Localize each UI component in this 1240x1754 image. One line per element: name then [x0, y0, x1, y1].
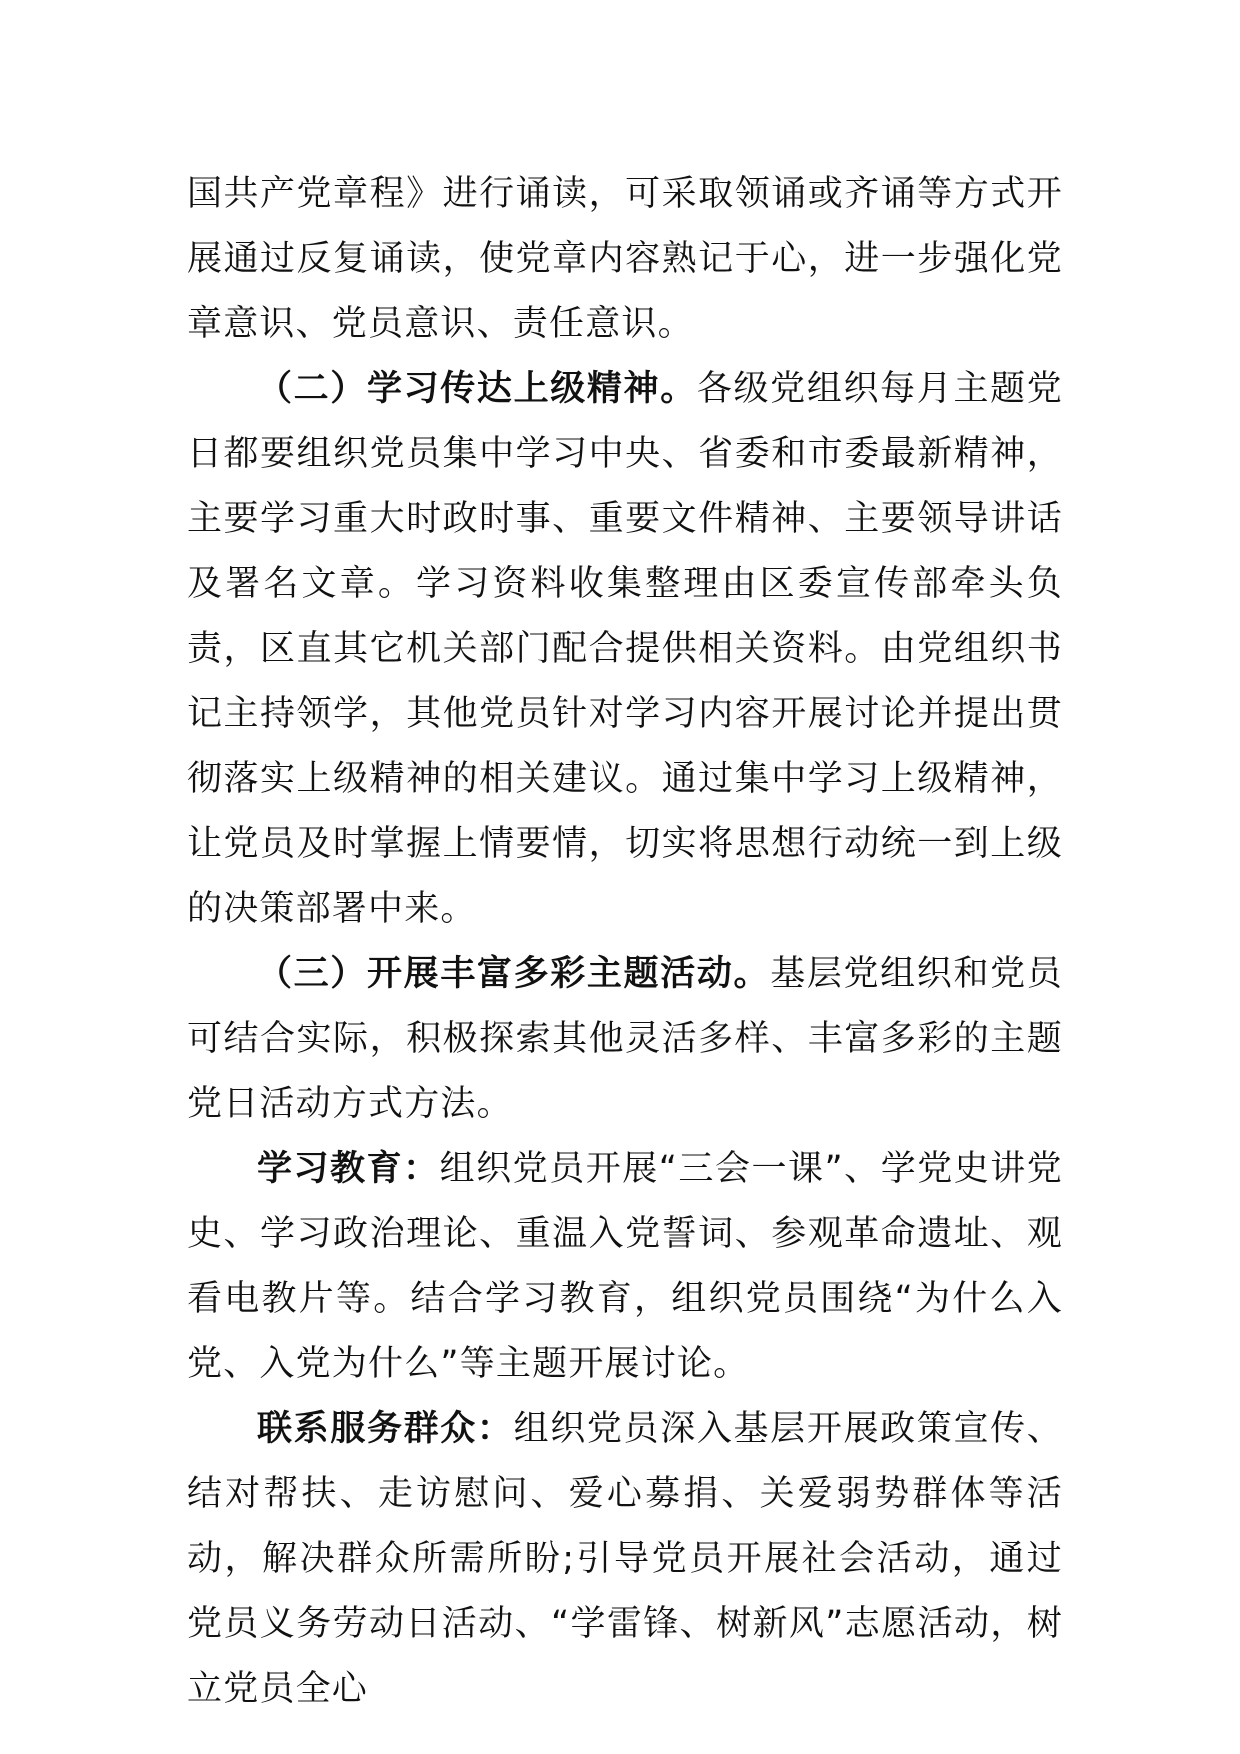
subsection-heading: 学习教育： — [257, 1149, 440, 1189]
paragraph-serve-masses — [187, 1397, 1063, 1722]
paragraph-section-3 — [187, 942, 1063, 1137]
paragraph-text: 各级党组织每月主题党日都要组织党员集中学习中央、省委和市委最新精神，主要学习重大时政时事、重要文件精神、主要领导讲话及署名文章。学习资料收集整理由区委宣传部牵头负责，区直其它机关部门配合提供相关资料。由党组织书记主持领学，其他党员针对学习内容开展讨论并提出贯彻落实上级精神的相关建议。通过集中学习上级精神，让党员及时掌握上情要情，切实将思想行动统一到上级的决策部署中来。 — [187, 369, 1063, 929]
document-body — [187, 162, 1063, 1722]
paragraph-text: 组织党员开展“三会一课”、学党史讲党史、学习政治理论、重温入党誓词、参观革命遗址、观看电教片等。结合学习教育，组织党员围绕“为什么入党、入党为什么”等主题开展讨论。 — [187, 1149, 1063, 1384]
paragraph-continued-party-charter — [187, 162, 1063, 357]
paragraph-study-education — [187, 1137, 1063, 1397]
paragraph-section-2 — [187, 357, 1063, 942]
section-heading: （三）开展丰富多彩主题活动。 — [257, 954, 771, 994]
subsection-heading: 联系服务群众： — [257, 1409, 514, 1449]
paragraph-text: 国共产党章程》进行诵读，可采取领诵或齐诵等方式开展通过反复诵读，使党章内容熟记于心，进一步强化党章意识、党员意识、责任意识。 — [187, 174, 1063, 344]
section-heading: （二）学习传达上级精神。 — [257, 369, 697, 409]
paragraph-text: 基层党组织和党员可结合实际，积极探索其他灵活多样、丰富多彩的主题党日活动方式方法。 — [187, 954, 1063, 1124]
paragraph-text: 组织党员深入基层开展政策宣传、结对帮扶、走访慰问、爱心募捐、关爱弱势群体等活动，解决群众所需所盼;引导党员开展社会活动，通过党员义务劳动日活动、“学雷锋、树新风”志愿活动，树立党员全心 — [187, 1409, 1063, 1709]
